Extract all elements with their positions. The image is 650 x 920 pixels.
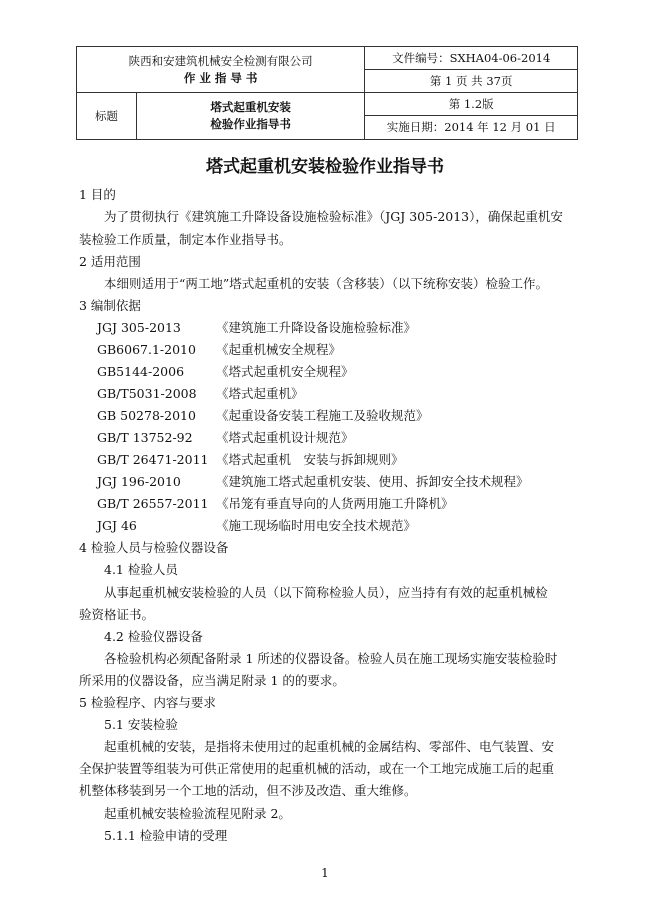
section-2-para: 本细则适用于“两工地”塔式起重机的安装（含移装）（以下统称安装）检验工作。 (104, 276, 549, 291)
standard-name: 《塔式起重机 安装与拆卸规则》 (216, 452, 404, 467)
standard-code: GB/T 13752-92 (97, 430, 193, 445)
section-4-2-para-line-2: 所采用的仪器设备，应当满足附录 1 的的要求。 (79, 673, 345, 688)
header-company-cell (77, 47, 365, 93)
section-4-1-para-line-2: 验资格证书。 (79, 607, 155, 622)
standard-name: 《施工现场临时用电安全技术规范》 (216, 518, 417, 533)
section-5-1-para-line-4: 起重机械安装检验流程见附录 2。 (104, 806, 291, 821)
title-label: 标题 (77, 93, 137, 140)
standard-code: GB6067.1-2010 (97, 342, 196, 357)
section-5-heading: 5 检验程序、内容与要求 (79, 695, 216, 710)
standard-name: 《建筑施工塔式起重机安装、使用、拆卸安全技术规程》 (216, 474, 529, 489)
subsection-4-2: 4.2 检验仪器设备 (104, 629, 203, 644)
header-right-top (365, 47, 578, 93)
section-1-heading: 1 目的 (79, 187, 116, 202)
standard-name: 《起重机械安全规程》 (216, 342, 342, 357)
header-right-bottom (365, 93, 578, 140)
standard-name: 《塔式起重机设计规范》 (216, 430, 354, 445)
standard-code: GB/T 26471-2011 (97, 452, 209, 467)
section-5-1-para-line-3: 机整体移装到另一个工地的活动，但不涉及改造、重大维修。 (79, 783, 417, 798)
section-5-1-para-line-1: 起重机械的安装，是指将未使用过的起重机械的金属结构、零部件、电气装置、安 (104, 739, 555, 754)
section-5-1-para-line-2: 全保护装置等组装为可供正常使用的起重机械的活动，或在一个工地完成施工后的起重 (79, 761, 555, 776)
section-2-heading: 2 适用范围 (79, 254, 141, 269)
section-4-heading: 4 检验人员与检验仪器设备 (79, 540, 229, 555)
section-3-heading: 3 编制依据 (79, 298, 141, 313)
standard-code: JGJ 305-2013 (97, 320, 181, 335)
subject-line-1: 塔式起重机安装 (210, 100, 291, 114)
standard-name: 《吊笼有垂直导向的人货两用施工升降机》 (216, 496, 454, 511)
section-1-para-line-2: 装检验工作质量，制定本作业指导书。 (79, 232, 292, 247)
page-number: 1 (321, 866, 329, 880)
page-title: 塔式起重机安装检验作业指导书 (206, 157, 444, 177)
subsection-4-1: 4.1 检验人员 (104, 562, 178, 577)
standard-code: JGJ 196-2010 (97, 474, 181, 489)
section-4-2-para-line-1: 各检验机构必须配备附录 1 所述的仪器设备。检验人员在施工现场实施安装检验时 (104, 651, 558, 666)
standard-name: 《建筑施工升降设备设施检验标准》 (216, 320, 417, 335)
version: 第 1.2版 (365, 93, 577, 116)
effective-date: 实施日期：2014 年 12 月 01 日 (386, 120, 556, 134)
subject-cell (136, 93, 364, 140)
subject-line-2: 检验作业指导书 (210, 117, 291, 131)
standard-name: 《起重设备安装工程施工及验收规范》 (216, 408, 429, 423)
standard-code: GB/T 26557-2011 (97, 496, 209, 511)
standard-code: JGJ 46 (97, 518, 137, 533)
standard-name: 《塔式起重机》 (216, 386, 304, 401)
standard-code: GB/T5031-2008 (97, 386, 197, 401)
company-name: 陕西和安建筑机械安全检测有限公司 (128, 53, 313, 68)
standard-name: 《塔式起重机安全规程》 (216, 364, 354, 379)
page-info: 第 1 页 共 37页 (429, 74, 513, 88)
section-1-para-line-1: 为了贯彻执行《建筑施工升降设备设施检验标准》（JGJ 305-2013），确保起重机安 (104, 209, 563, 224)
doc-type: 作 业 指 导 书 (183, 70, 258, 85)
subsection-5-1-1: 5.1.1 检验申请的受理 (104, 828, 228, 843)
subsection-5-1: 5.1 安装检验 (104, 717, 178, 732)
doc-number: 文件编号：SXHA04-06-2014 (365, 47, 577, 70)
section-4-1-para-line-1: 从事起重机械安装检验的人员（以下简称检验人员），应当持有有效的起重机械检 (104, 585, 548, 600)
standard-code: GB 50278-2010 (97, 408, 196, 423)
header-table (76, 46, 578, 140)
standard-code: GB5144-2006 (97, 364, 185, 379)
